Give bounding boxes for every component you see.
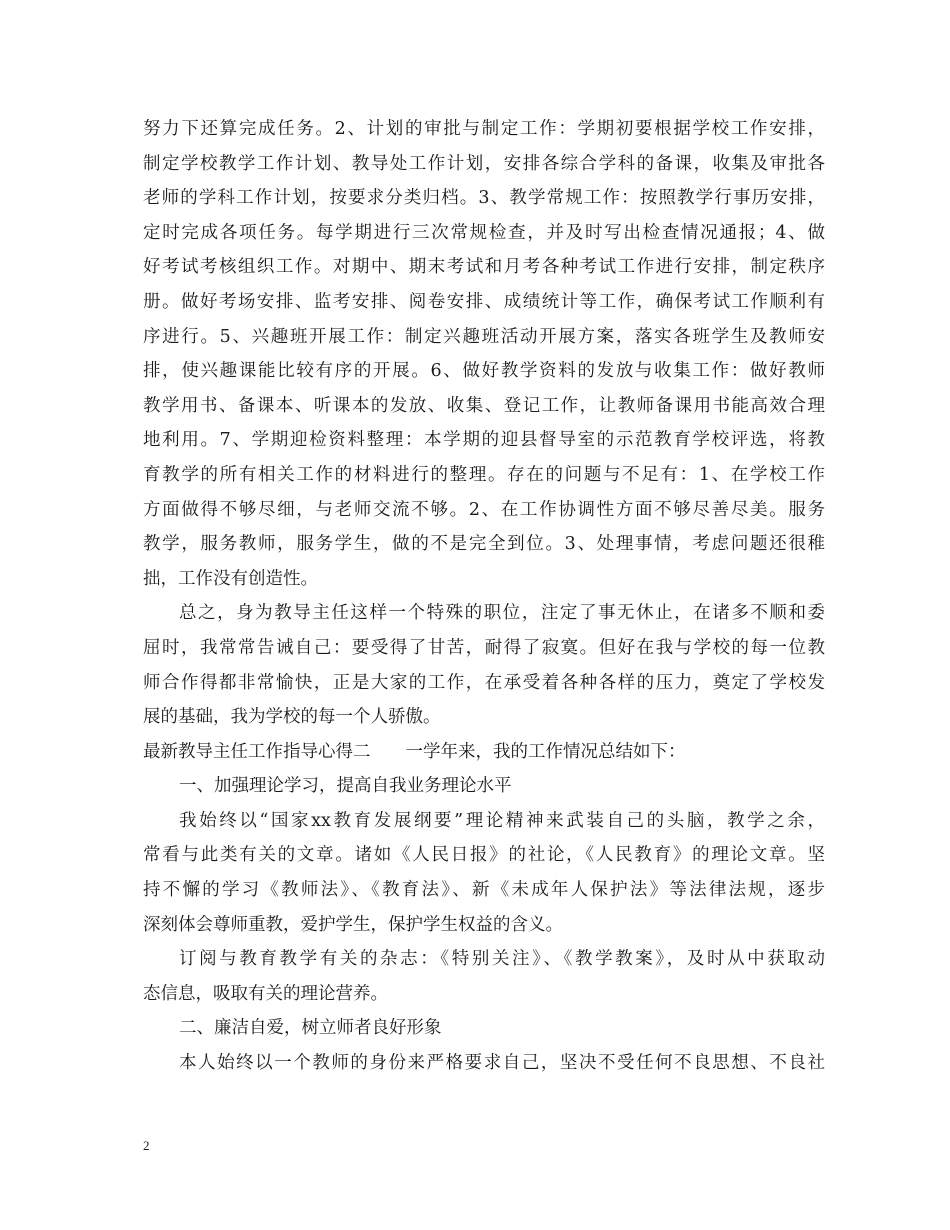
text-line: 教学用书、备课本、听课本的发放、收集、登记工作，让教师备课用书能高效合理: [143, 395, 825, 416]
text-line: 序进行。5、兴趣班开展工作：制定兴趣班活动开展方案，落实各班学生及教师安: [143, 326, 825, 347]
section-heading: 二、廉洁自爱，树立师者良好形象: [179, 1018, 442, 1039]
text-line: 册。做好考场安排、监考安排、阅卷安排、成绩统计等工作，确保考试工作顺利有: [143, 291, 825, 312]
text-line: 拙，工作没有创造性。: [143, 568, 318, 589]
text-line: 持不懈的学习《教师法》、《教育法》、新《未成年人保护法》等法律法规，逐步: [143, 880, 825, 901]
paragraph-first-line: 我始终以“国家xx教育发展纲要”理论精神来武装自己的头脑，教学之余，: [179, 810, 825, 831]
text-line: 好考试考核组织工作。对期中、期末考试和月考各种考试工作进行安排，制定秩序: [143, 257, 825, 278]
paragraph-first-line: 本人始终以一个教师的身份来严格要求自己，坚决不受任何不良思想、不良社: [179, 1053, 825, 1074]
page-number: 2: [143, 1138, 150, 1153]
text-line: 努力下还算完成任务。2、计划的审批与制定工作：学期初要根据学校工作安排，: [143, 119, 825, 139]
paragraph-first-line: 总之，身为教导主任这样一个特殊的职位，注定了事无休止，在诸多不顺和委: [179, 603, 825, 624]
text-line: 师合作得都非常愉快，正是大家的工作，在承受着各种各样的压力，奠定了学校发: [143, 672, 825, 693]
text-line: 育教学的所有相关工作的材料进行的整理。存在的问题与不足有：1、在学校工作: [143, 464, 825, 485]
text-line: 方面做得不够尽细，与老师交流不够。2、在工作协调性方面不够尽善尽美。服务: [143, 499, 825, 520]
text-line: 教学，服务教师，服务学生，做的不是完全到位。3、处理事情，考虑问题还很稚: [143, 534, 825, 555]
text-line: 地利用。7、学期迎检资料整理：本学期的迎县督导室的示范教育学校评选，将教: [143, 430, 825, 451]
text-line: 制定学校教学工作计划、教导处工作计划，安排各综合学科的备课，收集及审批各: [143, 153, 825, 174]
section-title-line: 最新教导主任工作指导心得二 一学年来，我的工作情况总结如下：: [143, 741, 686, 762]
text-line: 定时完成各项任务。每学期进行三次常规检查，并及时写出检查情况通报；4、做: [143, 222, 825, 243]
text-line: 深刻体会尊师重教，爱护学生，保护学生权益的含义。: [143, 914, 563, 935]
text-line: 展的基础，我为学校的每一个人骄傲。: [143, 707, 441, 728]
section-heading: 一、加强理论学习，提高自我业务理论水平: [179, 776, 512, 797]
document-body: [143, 112, 825, 1081]
text-line: 排，使兴趣课能比较有序的开展。6、做好教学资料的发放与收集工作：做好教师: [143, 361, 825, 382]
paragraph-first-line: 订阅与教育教学有关的杂志：《特别关注》、《教学教案》，及时从中获取动: [179, 949, 825, 970]
text-line: 常看与此类有关的文章。诸如《人民日报》的社论，《人民教育》的理论文章。坚: [143, 845, 825, 866]
text-line: 老师的学科工作计划，按要求分类归档。3、教学常规工作：按照教学行事历安排，: [143, 188, 825, 209]
text-line: 态信息，吸取有关的理论营养。: [143, 983, 388, 1004]
text-line: 屈时，我常常告诫自己：要受得了甘苦，耐得了寂寞。但好在我与学校的每一位教: [143, 637, 825, 658]
